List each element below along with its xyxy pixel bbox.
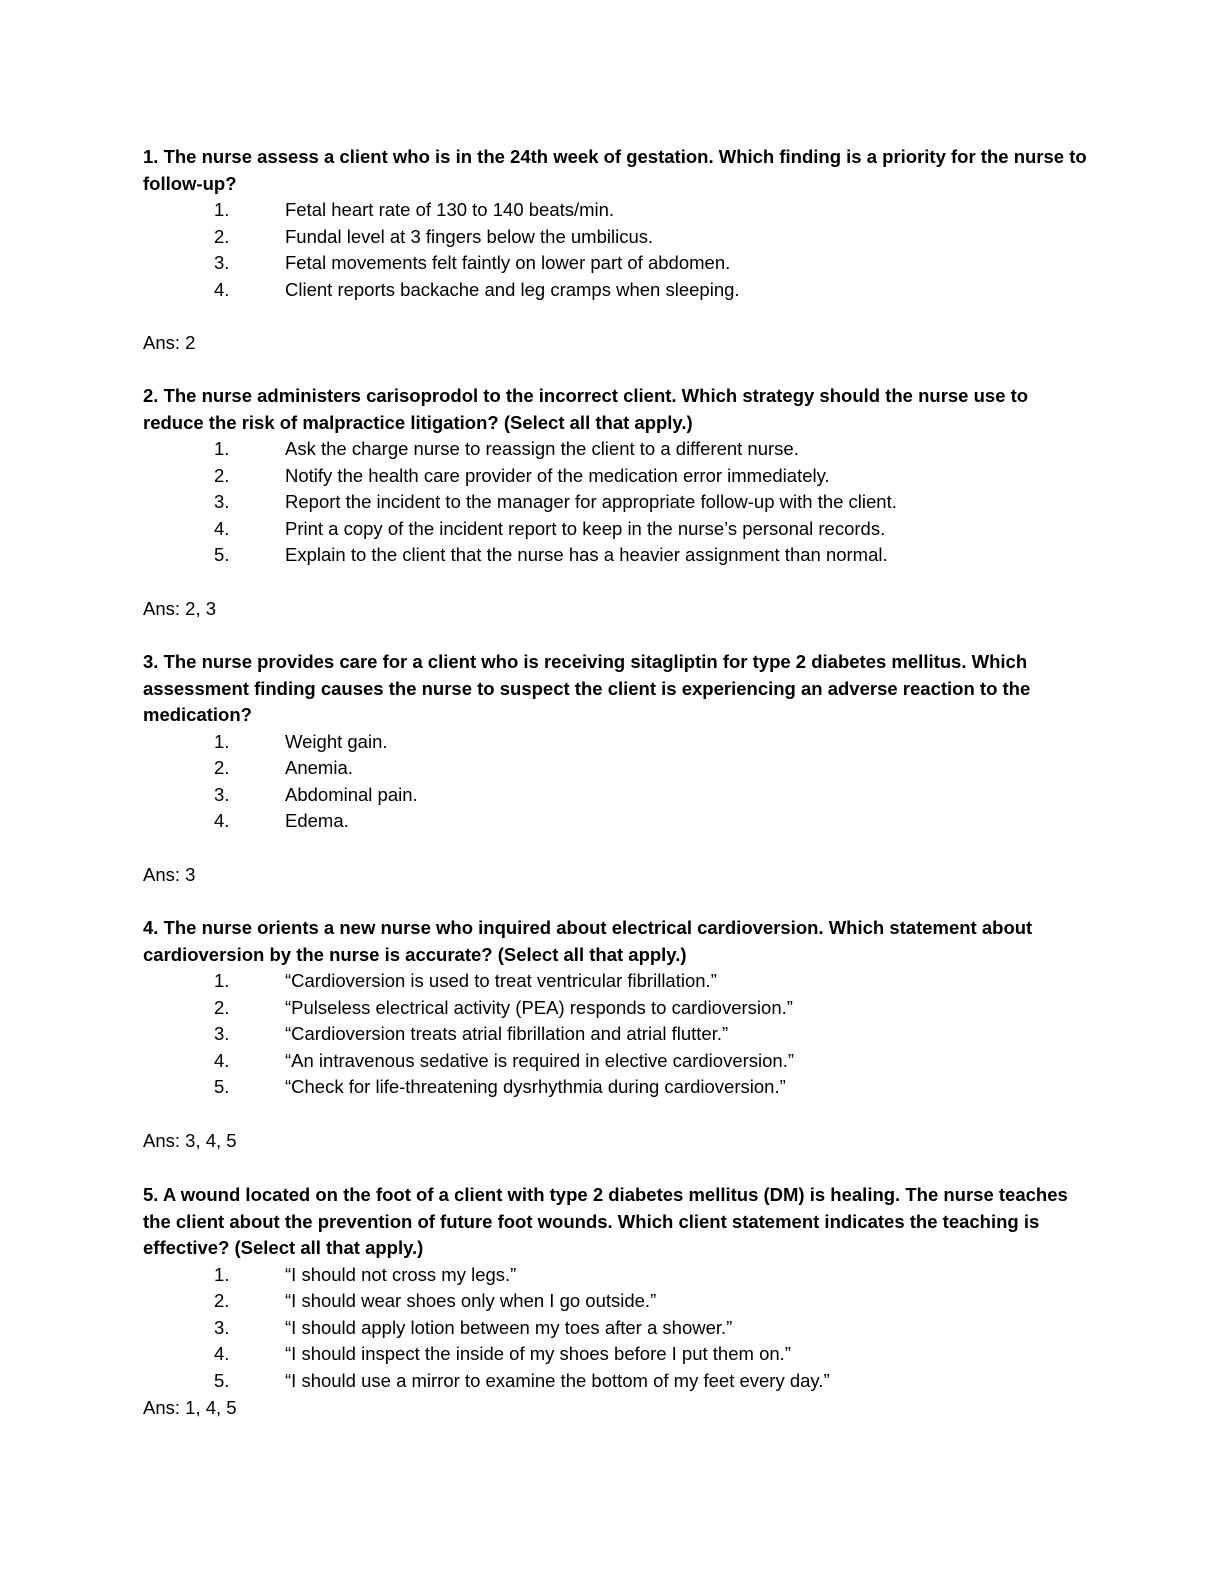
- options-list: [143, 436, 1093, 569]
- question-1: [143, 144, 1093, 303]
- option-number: 1.: [214, 970, 230, 991]
- option-text: Client reports backache and leg cramps when sleeping.: [285, 278, 740, 300]
- answer-4: Ans: 3, 4, 5: [143, 1130, 237, 1151]
- option-item: [143, 1074, 1093, 1101]
- option-text: “I should not cross my legs.”: [285, 1263, 517, 1285]
- option-text: Explain to the client that the nurse has a heavier assignment than normal.: [285, 544, 888, 565]
- option-item: [143, 463, 1093, 490]
- answer-5: Ans: 1, 4, 5: [143, 1397, 237, 1418]
- option-item: [143, 782, 1093, 809]
- option-item: [143, 542, 1093, 569]
- option-number: 4.: [214, 1343, 230, 1364]
- question-2: [143, 383, 1093, 569]
- option-item: [143, 1048, 1093, 1075]
- option-item: [143, 1262, 1093, 1289]
- option-text: Fundal level at 3 fingers below the umbilicus.: [285, 225, 654, 247]
- options-list: [143, 197, 1093, 303]
- options-list: [143, 1262, 1093, 1395]
- option-item: [143, 224, 1093, 251]
- option-text: “I should wear shoes only when I go outside.”: [285, 1290, 657, 1311]
- question-stem: 1. The nurse assess a client who is in the 24th week of gestation. Which finding is a priority for the nurse to follow-up?: [143, 146, 1087, 194]
- option-text: Ask the charge nurse to reassign the client to a different nurse.: [285, 438, 799, 459]
- option-number: 4.: [214, 810, 230, 831]
- option-text: “I should apply lotion between my toes after a shower.”: [285, 1316, 733, 1338]
- option-item: [143, 1341, 1093, 1368]
- option-item: [143, 277, 1093, 304]
- option-number: 2.: [214, 757, 230, 778]
- answer-2: Ans: 2, 3: [143, 598, 217, 619]
- option-number: 3.: [214, 1316, 230, 1338]
- option-text: “Check for life-threatening dysrhythmia during cardioversion.”: [285, 1076, 786, 1097]
- option-item: [143, 1288, 1093, 1315]
- option-item: [143, 1368, 1093, 1395]
- option-number: 1.: [214, 199, 230, 220]
- answer-3: Ans: 3: [143, 864, 196, 885]
- option-number: 5.: [214, 1076, 230, 1097]
- option-number: 4.: [214, 1049, 230, 1071]
- option-number: 2.: [214, 464, 230, 486]
- option-number: 3.: [214, 783, 230, 805]
- option-text: “Cardioversion treats atrial fibrillation and atrial flutter.”: [285, 1023, 729, 1044]
- option-text: Anemia.: [285, 757, 353, 778]
- question-stem: 5. A wound located on the foot of a client with type 2 diabetes mellitus (DM) is healing. The nurse teaches the client about the prevention of future foot wounds. Which client statement indicates the teaching is effective? (Select all that apply.): [143, 1184, 1068, 1258]
- option-text: “An intravenous sedative is required in elective cardioversion.”: [285, 1049, 795, 1071]
- option-number: 5.: [214, 544, 230, 565]
- option-text: “Cardioversion is used to treat ventricular fibrillation.”: [285, 970, 717, 991]
- answer-1: Ans: 2: [143, 332, 196, 353]
- question-4: [143, 915, 1093, 1101]
- question-3: [143, 649, 1093, 835]
- option-number: 4.: [214, 517, 230, 539]
- option-item: [143, 1315, 1093, 1342]
- options-list: [143, 729, 1093, 835]
- option-number: 3.: [214, 252, 230, 273]
- question-stem: 3. The nurse provides care for a client who is receiving sitagliptin for type 2 diabetes mellitus. Which assessment finding causes the nurse to suspect the client is experiencing an adverse reaction to the medication?: [143, 651, 1031, 725]
- option-item: [143, 729, 1093, 756]
- option-text: Report the incident to the manager for appropriate follow-up with the client.: [285, 491, 897, 512]
- option-item: [143, 436, 1093, 463]
- question-5: [143, 1182, 1093, 1394]
- option-item: [143, 968, 1093, 995]
- option-number: 2.: [214, 996, 230, 1018]
- option-text: Abdominal pain.: [285, 783, 418, 805]
- option-text: Weight gain.: [285, 730, 388, 752]
- option-item: [143, 995, 1093, 1022]
- option-text: “Pulseless electrical activity (PEA) responds to cardioversion.”: [285, 996, 793, 1018]
- option-number: 3.: [214, 491, 230, 512]
- option-number: 1.: [214, 438, 230, 459]
- option-item: [143, 197, 1093, 224]
- option-item: [143, 516, 1093, 543]
- question-stem: 4. The nurse orients a new nurse who inquired about electrical cardioversion. Which statement about cardioversion by the nurse is accurate? (Select all that apply.): [143, 917, 1033, 965]
- option-number: 2.: [214, 225, 230, 247]
- option-text: Fetal movements felt faintly on lower part of abdomen.: [285, 252, 731, 273]
- option-text: Notify the health care provider of the medication error immediately.: [285, 464, 830, 486]
- option-text: Edema.: [285, 810, 349, 831]
- option-number: 4.: [214, 278, 230, 300]
- option-text: Fetal heart rate of 130 to 140 beats/min.: [285, 199, 615, 220]
- option-item: [143, 1021, 1093, 1048]
- option-number: 1.: [214, 1263, 230, 1285]
- option-item: [143, 808, 1093, 835]
- option-item: [143, 755, 1093, 782]
- question-stem: 2. The nurse administers carisoprodol to the incorrect client. Which strategy should the nurse use to reduce the risk of malpractice litigation? (Select all that apply.): [143, 385, 1029, 433]
- option-number: 2.: [214, 1290, 230, 1311]
- options-list: [143, 968, 1093, 1101]
- option-text: “I should inspect the inside of my shoes before I put them on.”: [285, 1343, 791, 1364]
- option-number: 5.: [214, 1369, 230, 1391]
- option-number: 3.: [214, 1023, 230, 1044]
- option-item: [143, 250, 1093, 277]
- option-text: “I should use a mirror to examine the bottom of my feet every day.”: [285, 1369, 830, 1391]
- option-item: [143, 489, 1093, 516]
- option-number: 1.: [214, 730, 230, 752]
- option-text: Print a copy of the incident report to keep in the nurse’s personal records.: [285, 517, 886, 539]
